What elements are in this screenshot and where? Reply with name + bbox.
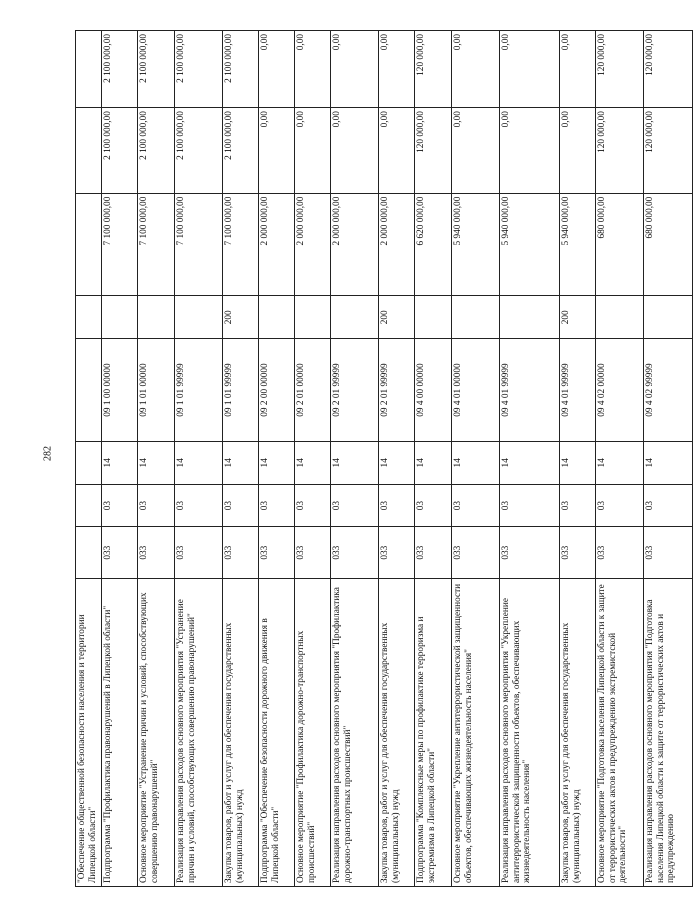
amount-year1-cell: 5 940 000,00 <box>500 193 560 296</box>
budget-table-body <box>76 31 693 887</box>
row-name-cell: Закупка товаров, работ и услуг для обеспечения государственных (муниципальных) нужд <box>223 578 259 886</box>
expense-type-cell <box>500 296 560 339</box>
section-code-cell: 03 <box>295 484 331 527</box>
admin-code-cell: 033 <box>295 527 331 578</box>
expense-type-cell: 200 <box>223 296 259 339</box>
section-code-cell: 03 <box>102 484 138 527</box>
amount-year3-cell: 0,00 <box>259 31 295 108</box>
admin-code-cell: 033 <box>223 527 259 578</box>
subsection-code-cell: 14 <box>175 441 223 484</box>
expense-type-cell <box>415 296 452 339</box>
amount-year3-cell: 2 100 000,00 <box>102 31 138 108</box>
amount-year2-cell: 2 100 000,00 <box>175 108 223 194</box>
expense-type-cell: 200 <box>560 296 596 339</box>
table-row <box>331 31 379 887</box>
target-article-cell: 09 2 00 00000 <box>259 339 295 442</box>
amount-year3-cell: 0,00 <box>500 31 560 108</box>
target-article-cell: 09 4 01 00000 <box>452 339 500 442</box>
target-article-cell: 09 4 01 99999 <box>500 339 560 442</box>
row-name-cell: Подпрограмма "Комплексные меры по профилактике терроризма и экстремизма в Липецкой области" <box>415 578 452 886</box>
expense-type-cell <box>76 296 102 339</box>
page-number: 282 <box>42 446 54 461</box>
amount-year3-cell: 0,00 <box>379 31 415 108</box>
row-name-cell: Основное мероприятие "Устранение причин и условий, способствующих совершению правонарушений" <box>138 578 175 886</box>
admin-code-cell: 033 <box>331 527 379 578</box>
amount-year3-cell: 120 000,00 <box>596 31 644 108</box>
admin-code-cell: 033 <box>259 527 295 578</box>
section-code-cell: 03 <box>175 484 223 527</box>
amount-year2-cell: 0,00 <box>500 108 560 194</box>
admin-code-cell: 033 <box>138 527 175 578</box>
subsection-code-cell: 14 <box>560 441 596 484</box>
row-name-cell: Реализация направления расходов основного мероприятия "Подготовка населения Липецкой области к защите от террористических актов и предупреждению <box>644 578 693 886</box>
admin-code-cell: 033 <box>500 527 560 578</box>
amount-year1-cell: 680 000,00 <box>644 193 693 296</box>
subsection-code-cell: 14 <box>138 441 175 484</box>
table-row <box>259 31 295 887</box>
amount-year1-cell: 2 000 000,00 <box>259 193 295 296</box>
section-code-cell: 03 <box>259 484 295 527</box>
row-name-cell: Реализация направления расходов основного мероприятия "Устранение причин и условий, способствующих совершению правонарушений" <box>175 578 223 886</box>
amount-year1-cell <box>76 193 102 296</box>
admin-code-cell <box>76 527 102 578</box>
expense-type-cell <box>452 296 500 339</box>
section-code-cell: 03 <box>596 484 644 527</box>
amount-year1-cell: 680 000,00 <box>596 193 644 296</box>
table-row <box>223 31 259 887</box>
subsection-code-cell: 14 <box>452 441 500 484</box>
amount-year2-cell: 120 000,00 <box>415 108 452 194</box>
section-code-cell: 03 <box>379 484 415 527</box>
section-code-cell: 03 <box>500 484 560 527</box>
amount-year1-cell: 7 100 000,00 <box>175 193 223 296</box>
admin-code-cell: 033 <box>415 527 452 578</box>
section-code-cell: 03 <box>415 484 452 527</box>
row-name-cell: "Обеспечение общественной безопасности населения и территории Липецкой области" <box>76 578 102 886</box>
row-name-cell: Подпрограмма "Обеспечение безопасности дорожного движения в Липецкой области" <box>259 578 295 886</box>
subsection-code-cell: 14 <box>259 441 295 484</box>
table-row <box>596 31 644 887</box>
amount-year3-cell: 120 000,00 <box>644 31 693 108</box>
table-row <box>175 31 223 887</box>
subsection-code-cell: 14 <box>500 441 560 484</box>
expense-type-cell <box>175 296 223 339</box>
target-article-cell: 09 1 00 00000 <box>102 339 138 442</box>
amount-year3-cell: 0,00 <box>452 31 500 108</box>
budget-table-container <box>75 30 677 887</box>
amount-year3-cell: 2 100 000,00 <box>175 31 223 108</box>
admin-code-cell: 033 <box>102 527 138 578</box>
target-article-cell: 09 1 01 99999 <box>223 339 259 442</box>
expense-type-cell <box>138 296 175 339</box>
subsection-code-cell: 14 <box>379 441 415 484</box>
amount-year2-cell: 120 000,00 <box>644 108 693 194</box>
table-row <box>644 31 693 887</box>
row-name-cell: Реализация направления расходов основного мероприятия "Профилактика дорожно-транспортных происшествий" <box>331 578 379 886</box>
amount-year3-cell: 2 100 000,00 <box>138 31 175 108</box>
subsection-code-cell: 14 <box>331 441 379 484</box>
amount-year1-cell: 5 940 000,00 <box>560 193 596 296</box>
section-code-cell: 03 <box>223 484 259 527</box>
amount-year1-cell: 6 620 000,00 <box>415 193 452 296</box>
amount-year2-cell: 2 100 000,00 <box>138 108 175 194</box>
admin-code-cell: 033 <box>175 527 223 578</box>
row-name-cell: Основное мероприятие "Укрепление антитеррористической защищенности объектов, обеспечивающих жизнедеятельность населения" <box>452 578 500 886</box>
target-article-cell: 09 1 01 00000 <box>138 339 175 442</box>
amount-year1-cell: 7 100 000,00 <box>223 193 259 296</box>
target-article-cell: 09 4 02 99999 <box>644 339 693 442</box>
row-name-cell: Закупка товаров, работ и услуг для обеспечения государственных (муниципальных) нужд <box>560 578 596 886</box>
admin-code-cell: 033 <box>644 527 693 578</box>
amount-year2-cell: 0,00 <box>259 108 295 194</box>
amount-year2-cell: 0,00 <box>295 108 331 194</box>
subsection-code-cell: 14 <box>415 441 452 484</box>
subsection-code-cell: 14 <box>223 441 259 484</box>
subsection-code-cell <box>76 441 102 484</box>
target-article-cell: 09 2 01 99999 <box>379 339 415 442</box>
amount-year2-cell: 0,00 <box>331 108 379 194</box>
section-code-cell: 03 <box>644 484 693 527</box>
target-article-cell: 09 4 02 00000 <box>596 339 644 442</box>
admin-code-cell: 033 <box>379 527 415 578</box>
table-row <box>415 31 452 887</box>
table-row <box>379 31 415 887</box>
expense-type-cell <box>259 296 295 339</box>
table-row <box>102 31 138 887</box>
amount-year3-cell: 0,00 <box>295 31 331 108</box>
subsection-code-cell: 14 <box>644 441 693 484</box>
amount-year3-cell: 2 100 000,00 <box>223 31 259 108</box>
amount-year1-cell: 2 000 000,00 <box>331 193 379 296</box>
table-row <box>295 31 331 887</box>
admin-code-cell: 033 <box>560 527 596 578</box>
row-name-cell: Основное мероприятие "Подготовка населения Липецкой области к защите от террористических актов и предупреждению экстремистской деятельности" <box>596 578 644 886</box>
amount-year1-cell: 2 000 000,00 <box>295 193 331 296</box>
amount-year2-cell: 120 000,00 <box>596 108 644 194</box>
amount-year2-cell: 0,00 <box>560 108 596 194</box>
target-article-cell: 09 2 01 00000 <box>295 339 331 442</box>
subsection-code-cell: 14 <box>295 441 331 484</box>
table-row <box>560 31 596 887</box>
expense-type-cell: 200 <box>379 296 415 339</box>
amount-year3-cell: 0,00 <box>560 31 596 108</box>
amount-year1-cell: 7 100 000,00 <box>138 193 175 296</box>
row-name-cell: Реализация направления расходов основного мероприятия "Укрепление антитеррористической защищенности объектов, обеспечивающих жизнедеятельность населения" <box>500 578 560 886</box>
expense-type-cell <box>596 296 644 339</box>
expense-type-cell <box>102 296 138 339</box>
table-row <box>500 31 560 887</box>
admin-code-cell: 033 <box>452 527 500 578</box>
subsection-code-cell: 14 <box>596 441 644 484</box>
table-row <box>452 31 500 887</box>
table-row <box>76 31 102 887</box>
amount-year2-cell: 0,00 <box>452 108 500 194</box>
subsection-code-cell: 14 <box>102 441 138 484</box>
amount-year2-cell: 2 100 000,00 <box>102 108 138 194</box>
amount-year2-cell <box>76 108 102 194</box>
amount-year1-cell: 7 100 000,00 <box>102 193 138 296</box>
section-code-cell: 03 <box>560 484 596 527</box>
row-name-cell: Основное мероприятие "Профилактика дорожно-транспортных происшествий" <box>295 578 331 886</box>
target-article-cell: 09 4 00 00000 <box>415 339 452 442</box>
target-article-cell <box>76 339 102 442</box>
target-article-cell: 09 2 01 99999 <box>331 339 379 442</box>
table-row <box>138 31 175 887</box>
target-article-cell: 09 1 01 99999 <box>175 339 223 442</box>
amount-year1-cell: 2 000 000,00 <box>379 193 415 296</box>
amount-year2-cell: 0,00 <box>379 108 415 194</box>
expense-type-cell <box>331 296 379 339</box>
amount-year2-cell: 2 100 000,00 <box>223 108 259 194</box>
amount-year1-cell: 5 940 000,00 <box>452 193 500 296</box>
amount-year3-cell: 120 000,00 <box>415 31 452 108</box>
admin-code-cell: 033 <box>596 527 644 578</box>
row-name-cell: Подпрограмма "Профилактика правонарушений в Липецкой области" <box>102 578 138 886</box>
expense-type-cell <box>295 296 331 339</box>
row-name-cell: Закупка товаров, работ и услуг для обеспечения государственных (муниципальных) нужд <box>379 578 415 886</box>
section-code-cell <box>76 484 102 527</box>
target-article-cell: 09 4 01 99999 <box>560 339 596 442</box>
expense-type-cell <box>644 296 693 339</box>
section-code-cell: 03 <box>452 484 500 527</box>
amount-year3-cell: 0,00 <box>331 31 379 108</box>
amount-year3-cell <box>76 31 102 108</box>
section-code-cell: 03 <box>138 484 175 527</box>
section-code-cell: 03 <box>331 484 379 527</box>
budget-table <box>75 30 693 887</box>
